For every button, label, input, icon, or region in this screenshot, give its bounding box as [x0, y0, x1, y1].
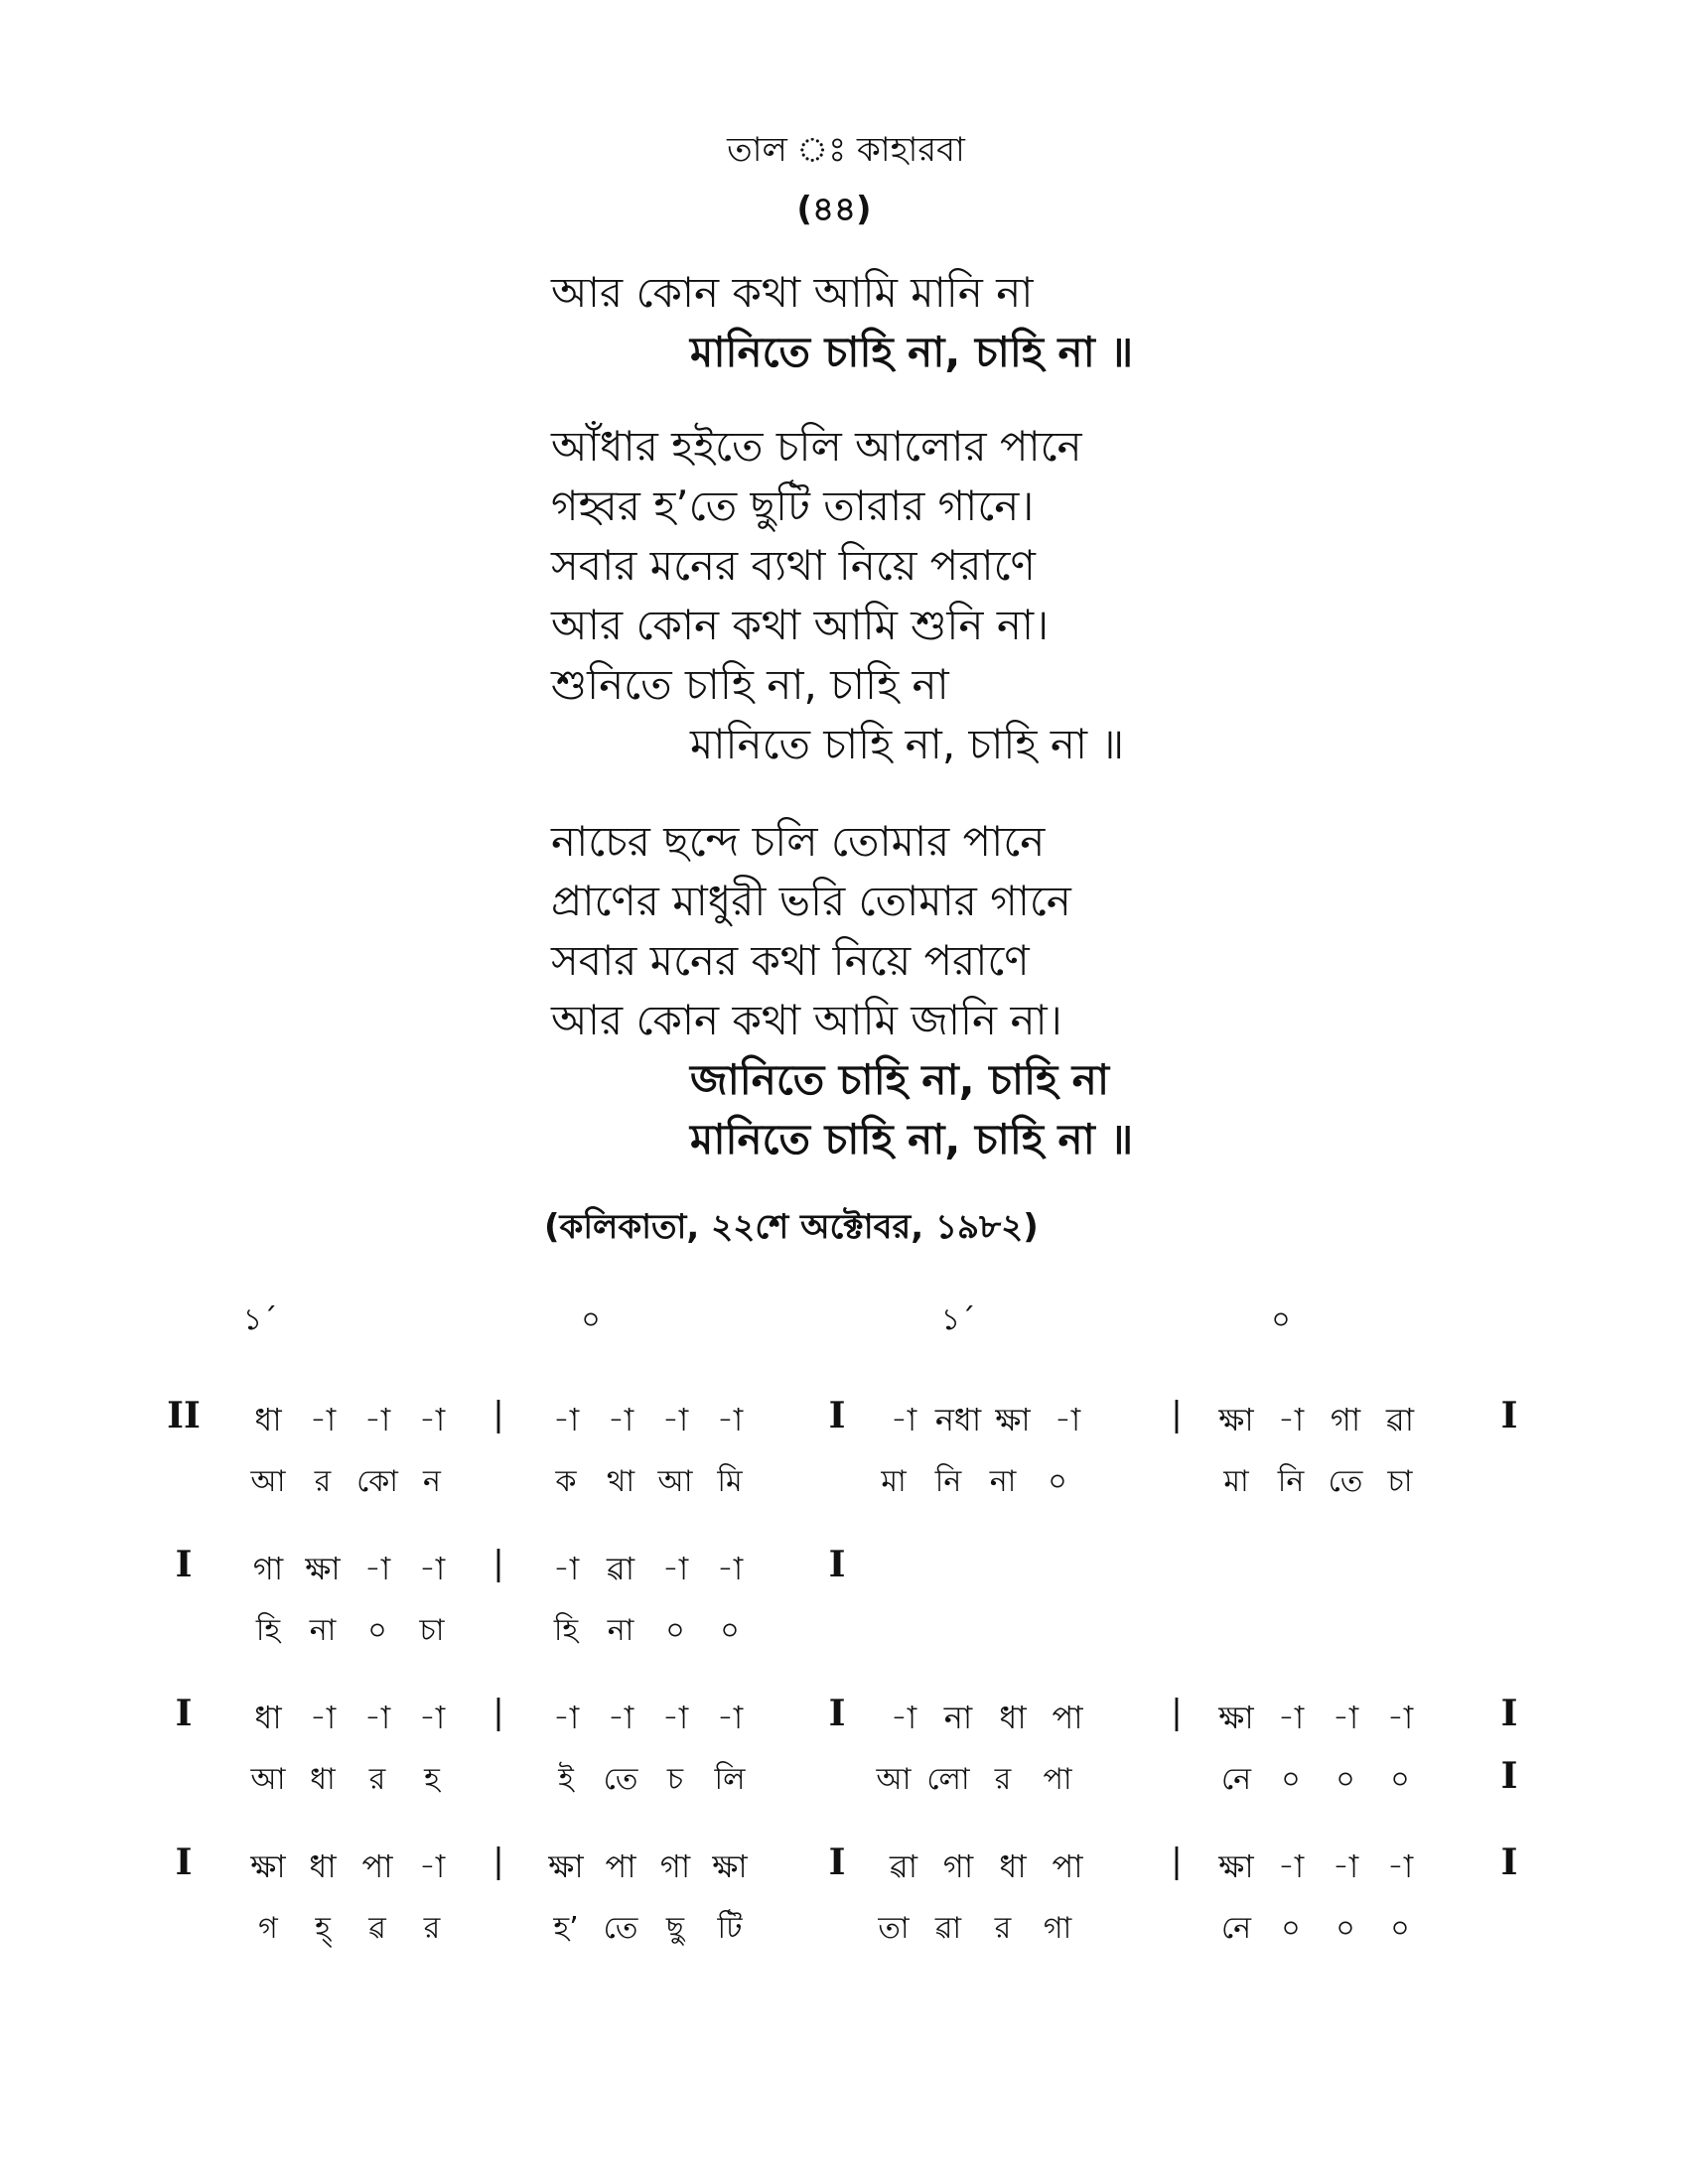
lyric-cell: ০ — [1281, 1911, 1301, 1946]
note-cell: -া — [1386, 1847, 1414, 1885]
lyric-cell: চ — [666, 1762, 684, 1797]
note-cell: গা — [942, 1847, 974, 1885]
note-cell: -া — [607, 1699, 634, 1736]
lyric-cell: গা — [1043, 1911, 1072, 1946]
note-cell: ক্ষা — [305, 1550, 341, 1587]
note-cell: নধা — [934, 1401, 982, 1438]
lyric-cell: হি — [255, 1613, 281, 1648]
note-cell: ধা — [999, 1847, 1027, 1885]
note-cell: -া — [1332, 1847, 1359, 1885]
lyric-cell: হ্ — [315, 1911, 331, 1946]
note-cell: -া — [363, 1401, 391, 1438]
composition-date: (কলিকাতা, ২২শে অক্টোবর, ১৯৮২) — [544, 1207, 1039, 1247]
song-number: (৪৪) — [796, 190, 872, 229]
lyric-cell: র — [368, 1762, 386, 1797]
lyric-cell: ৱ — [368, 1911, 386, 1946]
lyric-cell: ০ — [1048, 1464, 1067, 1499]
lyric-cell: ই — [558, 1762, 574, 1797]
lyric-cell: আ — [250, 1464, 286, 1499]
row-end-barline: I — [1500, 1693, 1518, 1734]
note-cell: ধা — [999, 1699, 1027, 1736]
beat-barline: | — [1171, 1693, 1183, 1732]
note-cell: পা — [1052, 1699, 1083, 1736]
note-cell: -া — [716, 1401, 744, 1438]
note-cell: ক্ষা — [1218, 1847, 1254, 1885]
note-cell: -া — [418, 1699, 446, 1736]
lyric-cell: নি — [1277, 1464, 1305, 1499]
lyric-cell: র — [314, 1464, 332, 1499]
beat-barline: | — [492, 1693, 504, 1732]
section-barline: I — [828, 1544, 846, 1585]
row-start-barline: II — [167, 1395, 201, 1436]
lyric-cell: ছু — [665, 1911, 685, 1946]
note-cell: ক্ষা — [250, 1847, 286, 1885]
note-cell: ৱা — [606, 1550, 634, 1587]
lyric-cell: টি — [717, 1911, 743, 1946]
lyric-cell: মা — [1223, 1464, 1249, 1499]
lyric-cell: র — [423, 1911, 441, 1946]
note-cell: -া — [418, 1847, 446, 1885]
note-cell: -া — [661, 1401, 689, 1438]
note-cell: -া — [363, 1550, 391, 1587]
note-cell: -া — [1386, 1699, 1414, 1736]
note-cell: গা — [1330, 1401, 1361, 1438]
note-cell: -া — [552, 1699, 580, 1736]
note-cell: -া — [1054, 1401, 1081, 1438]
lyric-cell: না — [309, 1613, 337, 1648]
note-cell: -া — [661, 1550, 689, 1587]
row-end-barline: I — [1500, 1842, 1518, 1883]
lyric-cell: কো — [356, 1464, 398, 1499]
lyric-cell: লো — [926, 1762, 970, 1797]
beat-barline: | — [492, 1395, 504, 1434]
lyric-cell: ন — [423, 1464, 441, 1499]
lyric-cell: নে — [1220, 1762, 1252, 1797]
note-cell: -া — [1277, 1699, 1305, 1736]
note-cell: ক্ষা — [1218, 1401, 1254, 1438]
lyric-cell: থা — [606, 1464, 635, 1499]
beat-barline: | — [1171, 1395, 1183, 1434]
lyric-cell: আ — [250, 1762, 286, 1797]
lyric-cell: ক — [555, 1464, 577, 1499]
row-start-barline: I — [175, 1842, 193, 1883]
lyric-cell: ৱা — [934, 1911, 962, 1946]
lyric-cell: তা — [878, 1911, 910, 1946]
lyric-cell: ০ — [1390, 1762, 1410, 1797]
lyric-cell: হ — [424, 1762, 440, 1797]
note-cell: -া — [309, 1699, 337, 1736]
note-cell: ধা — [254, 1699, 282, 1736]
lyric-cell: ০ — [1336, 1762, 1355, 1797]
note-cell: -া — [309, 1401, 337, 1438]
lyric-cell: ০ — [1390, 1911, 1410, 1946]
note-cell: -া — [716, 1699, 744, 1736]
note-cell: -া — [661, 1699, 689, 1736]
note-cell: ধা — [309, 1847, 337, 1885]
note-cell: গা — [659, 1847, 691, 1885]
row-start-barline: I — [175, 1544, 193, 1585]
note-cell: পা — [1052, 1847, 1083, 1885]
note-cell: ক্ষা — [1218, 1699, 1254, 1736]
stanza1-line-2: গহ্বর হ’তে ছুটি তারার গানে। — [551, 481, 1035, 530]
row-start-barline: I — [175, 1693, 193, 1734]
lyric-cell: নি — [934, 1464, 962, 1499]
taal-heading: তাল ঃ কাহারবা — [727, 130, 965, 170]
row-end-barline: I — [1500, 1395, 1518, 1436]
section-barline: I — [828, 1842, 846, 1883]
stanza1-line-3: সবার মনের ব্যথা নিয়ে পরাণে — [551, 541, 1036, 590]
note-cell: পা — [605, 1847, 636, 1885]
beat-barline: | — [492, 1544, 504, 1583]
section-barline: I — [828, 1693, 846, 1734]
stanza2-line-5: জানিতে চাহি না, চাহি না — [690, 1055, 1110, 1104]
stanza1-line-4: আর কোন কথা আমি শুনি না। — [551, 601, 1050, 649]
lyric-cell: চা — [419, 1613, 445, 1648]
note-cell: -া — [418, 1401, 446, 1438]
row-end-barline: I — [1500, 1755, 1518, 1797]
lyric-cell: ০ — [367, 1613, 387, 1648]
note-cell: -া — [552, 1550, 580, 1587]
lyric-cell: তে — [603, 1762, 638, 1797]
note-cell: -া — [363, 1699, 391, 1736]
note-cell: না — [943, 1699, 973, 1736]
lyric-cell: না — [989, 1464, 1017, 1499]
lyric-cell: তে — [603, 1911, 638, 1946]
note-cell: ৱা — [889, 1847, 917, 1885]
lyric-cell: ০ — [720, 1613, 740, 1648]
beat-mark-4: ০ — [1271, 1302, 1291, 1337]
stanza1-line-5: শুনিতে চাহি না, চাহি না — [551, 660, 949, 709]
note-cell: -া — [890, 1401, 917, 1438]
stanza2-line-3: সবার মনের কথা নিয়ে পরাণে — [551, 936, 1030, 985]
stanza2-line-2: প্রাণের মাধুরী ভরি তোমার গানে — [551, 877, 1071, 925]
note-cell: ক্ষা — [548, 1847, 584, 1885]
lyric-cell: ০ — [1336, 1911, 1355, 1946]
lyric-cell: লি — [714, 1762, 746, 1797]
lyric-cell: ০ — [1281, 1762, 1301, 1797]
beat-mark-1: ১´ — [242, 1302, 278, 1337]
note-cell: -া — [607, 1401, 634, 1438]
beat-mark-2: ০ — [581, 1302, 601, 1337]
lyric-cell: গ — [258, 1911, 278, 1946]
note-cell: -া — [552, 1401, 580, 1438]
note-cell: পা — [361, 1847, 393, 1885]
stanza1-line-1: আঁধার হইতে চলি আলোর পানে — [551, 422, 1082, 471]
note-cell: ধা — [254, 1401, 282, 1438]
note-cell: ক্ষা — [712, 1847, 748, 1885]
lyric-cell: তে — [1328, 1464, 1363, 1499]
stanza1-line-6: মানিতে চাহি না, চাহি না ॥ — [690, 720, 1125, 768]
lyric-cell: র — [994, 1762, 1012, 1797]
stanza2-line-6: মানিতে চাহি না, চাহি না ॥ — [690, 1115, 1134, 1163]
refrain-line-2: মানিতে চাহি না, চাহি না ॥ — [690, 328, 1134, 376]
lyric-cell: পা — [1043, 1762, 1072, 1797]
lyric-cell: র — [994, 1911, 1012, 1946]
refrain-line-1: আর কোন কথা আমি মানি না — [551, 268, 1034, 317]
note-cell: ৱা — [1385, 1401, 1414, 1438]
lyric-cell: না — [607, 1613, 634, 1648]
note-cell: গা — [252, 1550, 284, 1587]
lyric-cell: নে — [1220, 1911, 1252, 1946]
beat-barline: | — [1171, 1842, 1183, 1881]
lyric-cell: হ’ — [553, 1911, 579, 1946]
lyric-cell: আ — [876, 1762, 912, 1797]
note-cell: -া — [1332, 1699, 1359, 1736]
stanza2-line-4: আর কোন কথা আমি জানি না। — [551, 996, 1062, 1044]
lyric-cell: হি — [553, 1613, 579, 1648]
stanza2-line-1: নাচের ছন্দে চলি তোমার পানে — [551, 817, 1046, 866]
lyric-cell: মা — [881, 1464, 907, 1499]
lyric-cell: ধা — [310, 1762, 336, 1797]
lyric-cell: চা — [1387, 1464, 1413, 1499]
lyric-cell: ০ — [665, 1613, 685, 1648]
lyric-cell: মি — [717, 1464, 743, 1499]
note-cell: -া — [418, 1550, 446, 1587]
note-cell: -া — [716, 1550, 744, 1587]
lyric-cell: আ — [657, 1464, 693, 1499]
note-cell: ক্ষা — [995, 1401, 1031, 1438]
note-cell: -া — [1277, 1401, 1305, 1438]
section-barline: I — [828, 1395, 846, 1436]
note-cell: -া — [1277, 1847, 1305, 1885]
note-cell: -া — [890, 1699, 917, 1736]
beat-barline: | — [492, 1842, 504, 1881]
beat-mark-3: ১´ — [940, 1302, 976, 1337]
